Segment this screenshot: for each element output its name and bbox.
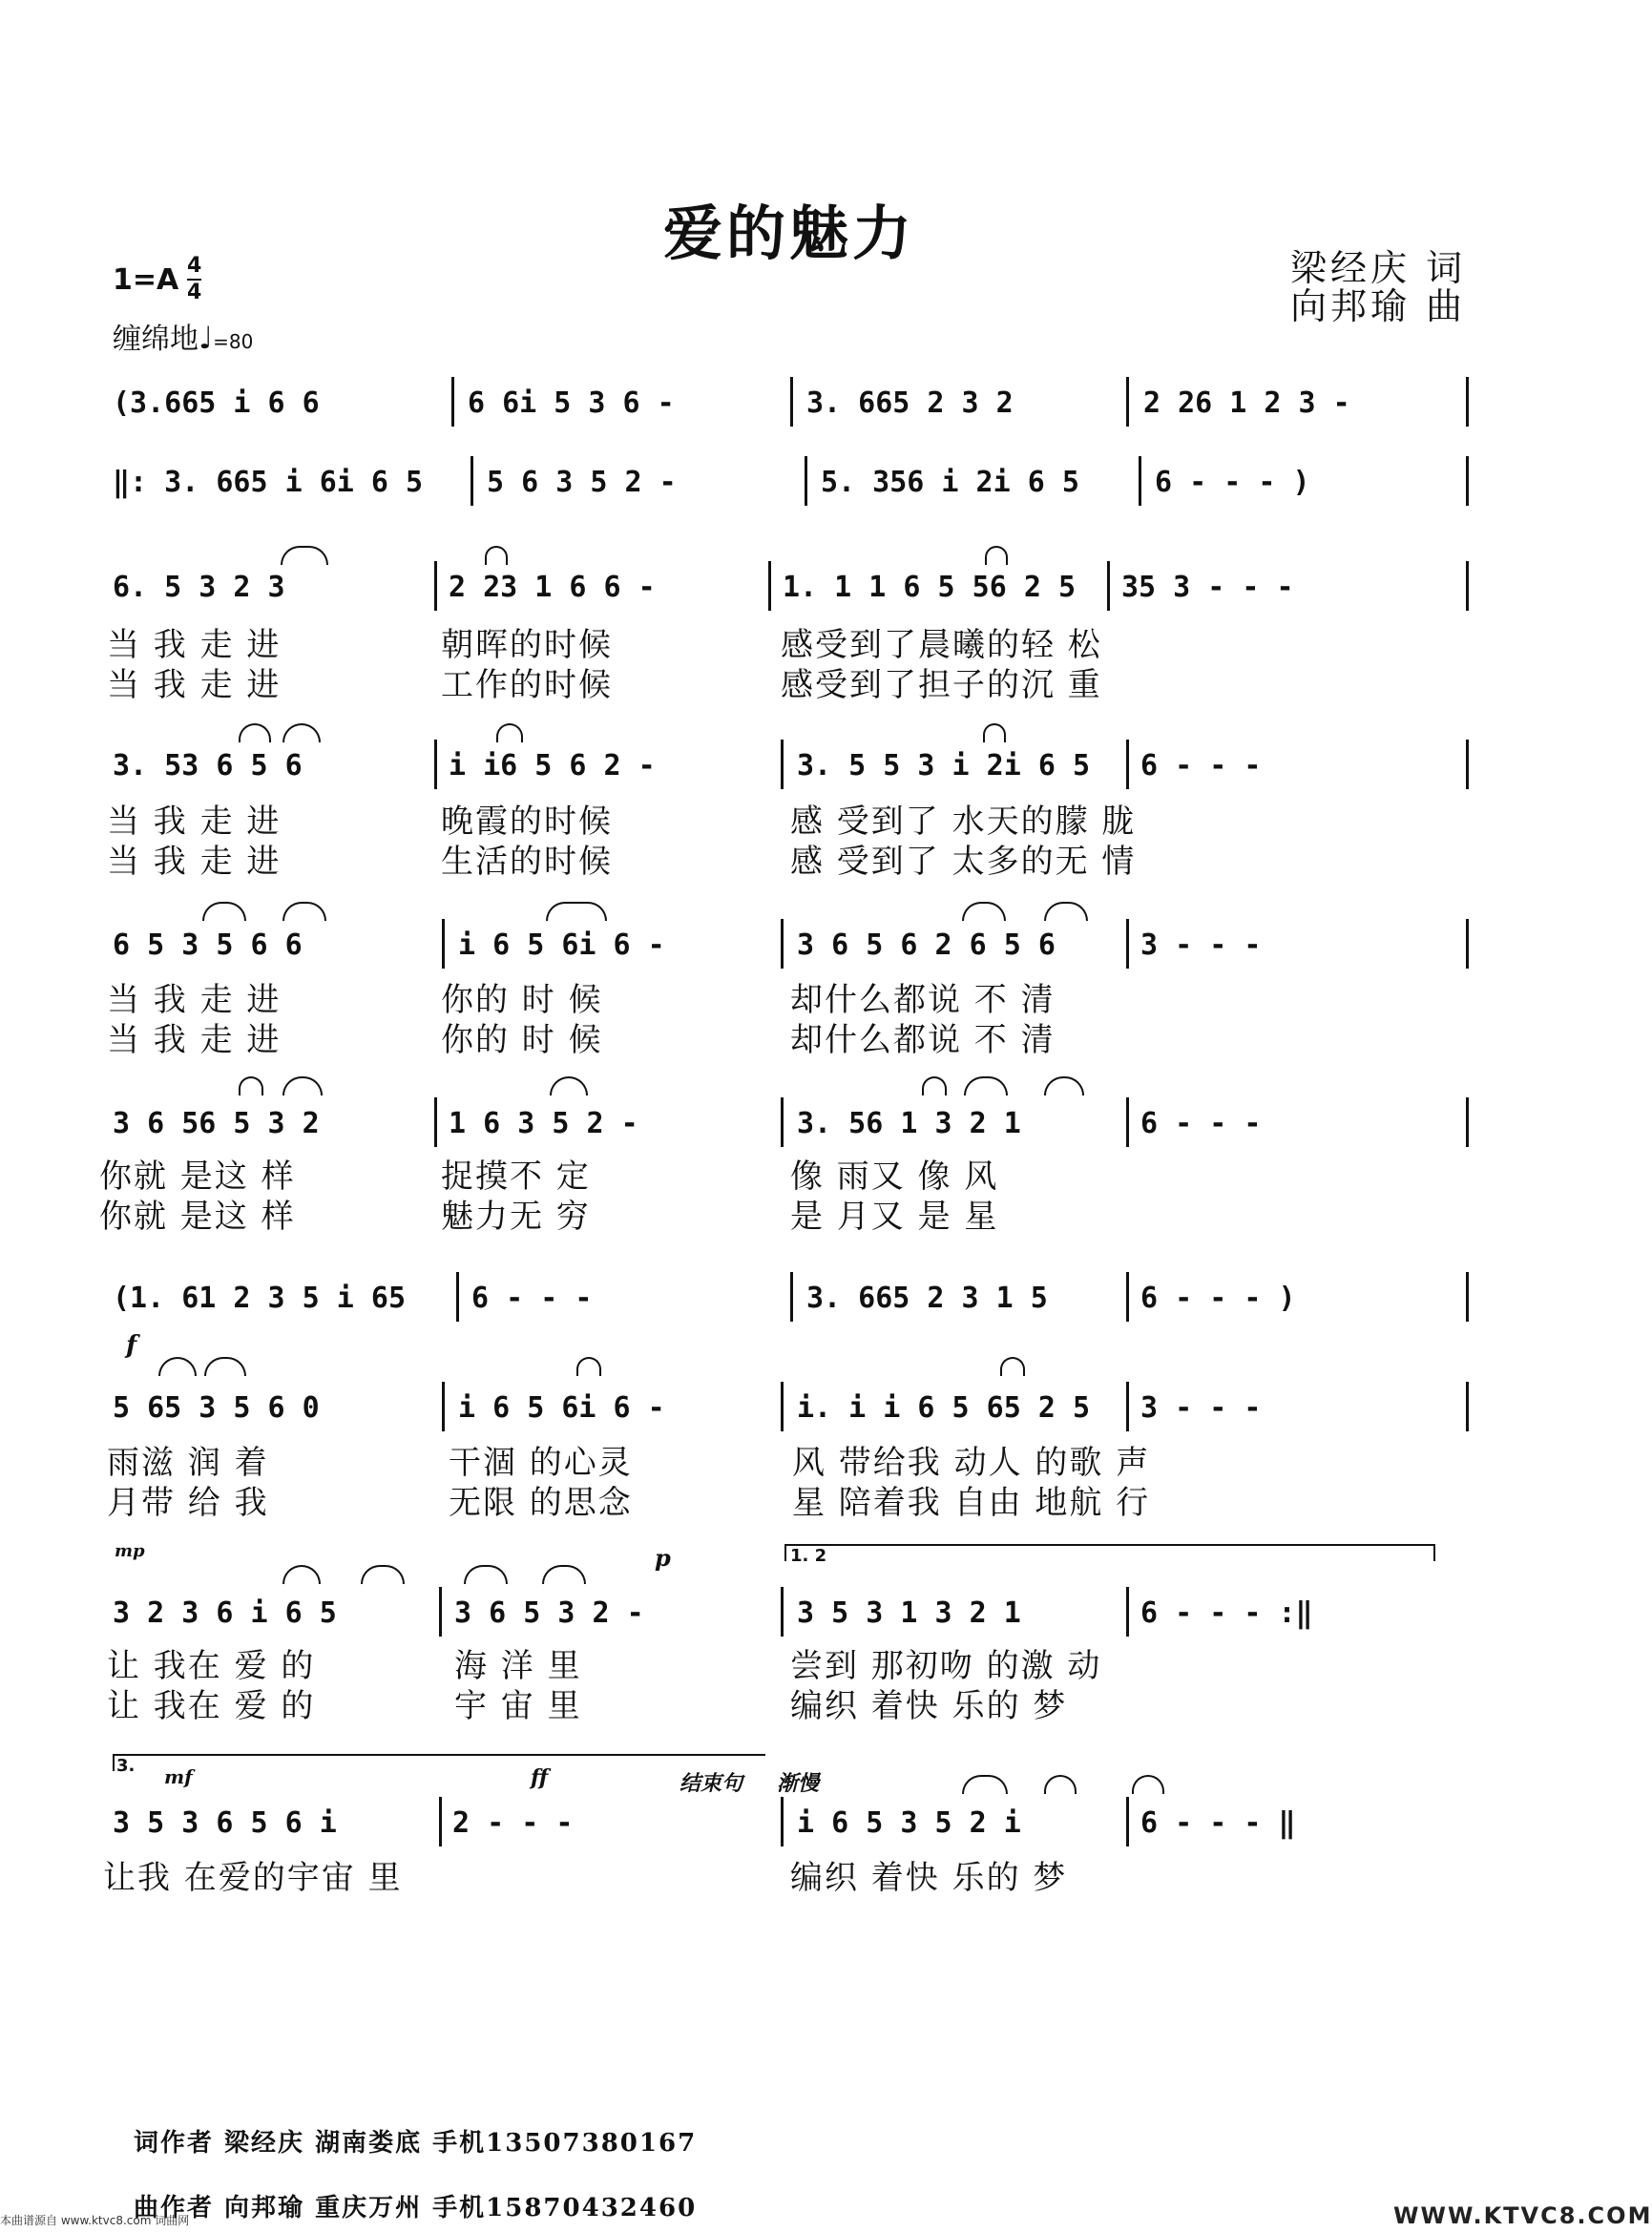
barline (1466, 919, 1469, 969)
row-8-lyric-1c: 尝到 那初吻 的激 动 (790, 1647, 1102, 1685)
barline (768, 561, 771, 611)
barline (1466, 456, 1469, 506)
slur (964, 1076, 1008, 1095)
lyricist-credit: 梁经庆 词 (1290, 247, 1467, 289)
row-2-lyric-1a: 当 我 走 进 (107, 626, 282, 664)
row-7-lyric-1a: 雨滋 润 着 (107, 1444, 269, 1482)
barline (439, 1797, 442, 1846)
volta-second-ending (113, 1754, 765, 1771)
slur (550, 1076, 588, 1095)
row-2-lyric-1c: 感受到了晨曦的轻 松 (781, 626, 1102, 664)
row-5-measure-0: 3 6 56 5 3 2 (113, 1107, 320, 1140)
barline (471, 456, 473, 506)
barline (1126, 1272, 1129, 1322)
row-7-lyric-2b: 无限 的思念 (449, 1484, 633, 1522)
barline (1466, 740, 1469, 789)
row-8-measure-1: 3 6 5 3 2 - (454, 1596, 644, 1630)
barline (439, 1587, 442, 1637)
time-signature (187, 254, 201, 305)
barline (781, 1097, 784, 1147)
barline (434, 1097, 437, 1147)
barline (1126, 1797, 1129, 1846)
barline (1107, 561, 1110, 611)
slur (239, 1076, 263, 1095)
row-2-lyric-1b: 朝晖的时候 (441, 626, 613, 664)
slur (282, 1565, 321, 1584)
barline (790, 377, 793, 427)
row-8-lyric-2a: 让 我在 爱 的 (107, 1687, 316, 1725)
row-4-lyric-1c: 却什么都说 不 清 (790, 981, 1056, 1019)
row-4-lyric-2a: 当 我 走 进 (107, 1021, 282, 1059)
row-5-lyric-2c: 是 月又 是 星 (790, 1198, 999, 1236)
slur (202, 902, 246, 921)
barline (781, 919, 784, 969)
row-7-measure-1: i 6 5 6i 6 - (458, 1391, 665, 1425)
dynamic-mf: mf (164, 1765, 193, 1788)
slur (204, 1357, 246, 1376)
dynamic-ff: ff (531, 1765, 549, 1790)
row-8-lyric-1b: 海 洋 里 (454, 1647, 582, 1685)
row-2-measure-0: 6. 5 3 2 3 (113, 571, 285, 604)
row-6-measure-1: 6 - - - (471, 1282, 593, 1315)
row-4-lyric-2c: 却什么都说 不 清 (790, 1021, 1056, 1059)
tempo-word: 缠绵地 (113, 323, 199, 356)
volta-first-ending (784, 1544, 1435, 1561)
row-3-lyric-1a: 当 我 走 进 (107, 803, 282, 841)
barline (434, 561, 437, 611)
row-2-measure-1: 2 23 1 6 6 - (449, 571, 656, 604)
row-4-measure-1: i 6 5 6i 6 - (458, 928, 665, 962)
row-0-measure-0: (3.665 i 6 6 (113, 386, 320, 420)
tempo-marking (113, 315, 253, 357)
slur (962, 1775, 1008, 1794)
row-0-measure-3: 2 26 1 2 3 - (1143, 386, 1350, 420)
volta-first-label: 1. 2 (790, 1546, 827, 1566)
barline (1126, 1382, 1129, 1431)
row-5-lyric-2b: 魅力无 穷 (441, 1198, 591, 1236)
barline (456, 1272, 459, 1322)
row-4-measure-3: 3 - - - (1140, 928, 1262, 962)
row-3-lyric-1c: 感 受到了 水天的朦 胧 (790, 803, 1137, 841)
slur (985, 546, 1008, 565)
slur (281, 546, 328, 565)
barline (1466, 1382, 1469, 1431)
dynamic-p: p (655, 1544, 671, 1572)
row-3-lyric-2c: 感 受到了 太多的无 情 (790, 843, 1137, 881)
barline (790, 1272, 793, 1322)
slur (282, 902, 326, 921)
row-3-lyric-1b: 晚霞的时候 (441, 803, 613, 841)
barline (1126, 740, 1129, 789)
row-7-measure-3: 3 - - - (1140, 1391, 1262, 1425)
site-watermark: WWW.KTVC8.COM (1393, 2202, 1652, 2229)
row-8-measure-0: 3 2 3 6 i 6 5 (113, 1596, 337, 1630)
barline (1466, 1272, 1469, 1322)
row-6-measure-0: (1. 61 2 3 5 i 65 (113, 1282, 407, 1315)
slur (542, 1565, 586, 1584)
barline (1126, 1097, 1129, 1147)
row-0-measure-1: 6 6i 5 3 6 - (468, 386, 675, 420)
row-5-measure-3: 6 - - - (1140, 1107, 1262, 1140)
fermata-icon (1132, 1775, 1164, 1794)
row-1-measure-0: ‖: 3. 665 i 6i 6 5 (113, 466, 424, 499)
row-8-lyric-1a: 让 我在 爱 的 (107, 1647, 316, 1685)
barline (781, 740, 784, 789)
row-1-measure-2: 5. 356 i 2i 6 5 (821, 466, 1079, 499)
row-9-measure-0: 3 5 3 6 5 6 i (113, 1806, 337, 1840)
quarter-note-icon: ♩ (199, 320, 214, 356)
tempo-value: =80 (213, 330, 254, 353)
slur (983, 723, 1006, 742)
row-9-lyric-b: 编织 着快 乐的 梦 (790, 1859, 1068, 1897)
barline (1466, 377, 1469, 427)
slur (158, 1357, 197, 1376)
barline (805, 456, 807, 506)
row-5-measure-1: 1 6 3 5 2 - (449, 1107, 638, 1140)
barline (781, 1382, 784, 1431)
barline (1466, 1097, 1469, 1147)
row-3-lyric-2a: 当 我 走 进 (107, 843, 282, 881)
row-7-measure-0: 5 65 3 5 6 0 (113, 1391, 320, 1425)
barline (451, 377, 454, 427)
row-3-measure-0: 3. 53 6 5 6 (113, 749, 303, 782)
row-8-measure-3: 6 - - - :‖ (1140, 1596, 1313, 1630)
key-signature: 1=A (113, 263, 179, 297)
ritardando-note: 渐慢 (777, 1771, 820, 1796)
row-7-lyric-2a: 月带 给 我 (107, 1484, 269, 1522)
dynamic-f: f (126, 1331, 137, 1360)
row-7-measure-2: i. i i 6 5 65 2 5 (797, 1391, 1091, 1425)
barline (1466, 561, 1469, 611)
row-6-measure-3: 6 - - - ) (1140, 1282, 1296, 1315)
slur (962, 902, 1006, 921)
row-0-measure-2: 3. 665 2 3 2 (806, 386, 1014, 420)
barline (1139, 456, 1141, 506)
row-4-lyric-2b: 你的 时 候 (441, 1021, 603, 1059)
barline (1126, 1587, 1129, 1637)
slur (1044, 902, 1088, 921)
row-1-measure-3: 6 - - - ) (1155, 466, 1310, 499)
barline (781, 1587, 784, 1637)
row-2-measure-3: 35 3 - - - (1121, 571, 1294, 604)
row-7-lyric-2c: 星 陪着我 自由 地航 行 (792, 1484, 1151, 1522)
barline (781, 1797, 784, 1846)
row-6-measure-2: 3. 665 2 3 1 5 (806, 1282, 1048, 1315)
slur (1000, 1357, 1025, 1376)
row-2-measure-2: 1. 1 1 6 5 56 2 5 (783, 571, 1077, 604)
composer-credit: 向邦瑜 曲 (1290, 285, 1467, 327)
barline (1126, 919, 1129, 969)
song-title: 爱的魅力 (662, 198, 915, 268)
slur (282, 723, 321, 742)
slur (239, 723, 271, 742)
row-3-measure-3: 6 - - - (1140, 749, 1262, 782)
slur (546, 902, 607, 921)
row-3-lyric-2b: 生活的时候 (441, 843, 613, 881)
lyricist-contact: 词作者 梁经庆 湖南娄底 手机13507380167 (134, 2129, 698, 2158)
fermata-icon (1044, 1775, 1077, 1794)
barline (442, 1382, 445, 1431)
row-5-lyric-2a: 你就 是这 样 (99, 1198, 296, 1236)
row-2-lyric-2b: 工作的时候 (441, 666, 613, 704)
row-4-lyric-1a: 当 我 走 进 (107, 981, 282, 1019)
barline (442, 919, 445, 969)
row-8-lyric-2c: 编织 着快 乐的 梦 (790, 1687, 1068, 1725)
row-7-lyric-1b: 干涸 的心灵 (449, 1444, 633, 1482)
slur (464, 1565, 508, 1584)
row-3-measure-2: 3. 5 5 3 i 2i 6 5 (797, 749, 1091, 782)
slur (922, 1076, 947, 1095)
slur (1044, 1076, 1084, 1095)
row-4-measure-2: 3 6 5 6 2 6 5 6 (797, 928, 1056, 962)
row-9-lyric-a: 让我 在爱的宇宙 里 (103, 1859, 403, 1897)
row-4-measure-0: 6 5 3 5 6 6 (113, 928, 303, 962)
row-5-lyric-1b: 捉摸不 定 (441, 1158, 591, 1196)
volta-second-label: 3. (116, 1756, 136, 1776)
row-2-lyric-2c: 感受到了担子的沉 重 (781, 666, 1102, 704)
row-4-lyric-1b: 你的 时 候 (441, 981, 603, 1019)
row-8-measure-2: 3 5 3 1 3 2 1 (797, 1596, 1021, 1630)
ending-phrase-note: 结束句 (680, 1771, 743, 1796)
row-5-lyric-1a: 你就 是这 样 (99, 1158, 296, 1196)
row-9-measure-2: i 6 5 3 5 2 i (797, 1806, 1021, 1840)
slur (361, 1565, 405, 1584)
dynamic-mp: mp (115, 1541, 145, 1561)
time-signature-bottom: 4 (187, 281, 202, 304)
barline (434, 740, 437, 789)
row-9-measure-3: 6 - - - ‖ (1140, 1806, 1296, 1840)
slur (576, 1357, 601, 1376)
slur (282, 1076, 323, 1095)
row-1-measure-1: 5 6 3 5 2 - (487, 466, 677, 499)
time-signature-top: 4 (187, 254, 202, 278)
slur (496, 723, 523, 742)
barline (1126, 377, 1129, 427)
row-2-lyric-2a: 当 我 走 进 (107, 666, 282, 704)
row-7-lyric-1c: 风 带给我 动人 的歌 声 (792, 1444, 1151, 1482)
row-8-lyric-2b: 宇 宙 里 (454, 1687, 582, 1725)
row-3-measure-1: i i6 5 6 2 - (449, 749, 656, 782)
row-5-lyric-1c: 像 雨又 像 风 (790, 1158, 999, 1196)
row-5-measure-2: 3. 56 1 3 2 1 (797, 1107, 1021, 1140)
slur (485, 546, 508, 565)
row-9-measure-1: 2 - - - (452, 1806, 574, 1840)
source-watermark: 本曲谱源自 www.ktvc8.com 词曲网 (0, 2214, 190, 2227)
composer-contact: 曲作者 向邦瑜 重庆万州 手机15870432460 (134, 2194, 698, 2222)
